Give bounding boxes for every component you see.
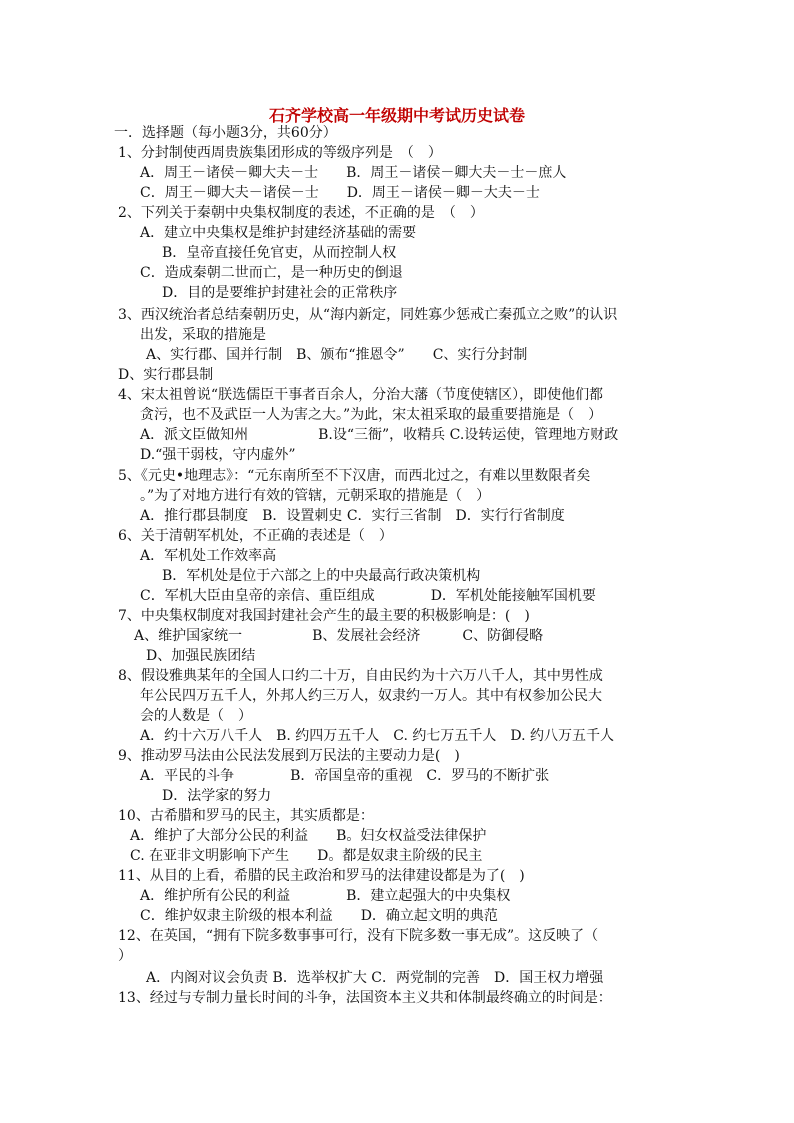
- question-4: 4、宋太祖曾说“朕选儒臣干事者百余人，分治大藩（节度使辖区），即使他们都: [118, 387, 604, 403]
- question-2-option-c: C．造成秦朝二世而亡，是一种历史的倒退: [140, 265, 403, 281]
- question-10-options-ab: A．维护了大部分公民的利益 B。妇女权益受法律保护: [130, 828, 487, 844]
- question-8-options: A．约十六万八千人 B. 约四万五千人 C. 约七万五千人 D. 约八万五千人: [140, 728, 615, 744]
- question-12: 12、在英国，“拥有下院多数事事可行，没有下院多数一事无成”。这反映了（: [118, 928, 599, 944]
- question-13: 13、经过与专制力量长时间的斗争，法国资本主义共和体制最终确立的时间是：: [118, 990, 612, 1006]
- question-9: 9、推动罗马法由公民法发展到万民法的主要动力是( ): [118, 748, 460, 764]
- question-4-cont: 贪污，也不及武臣一人为害之大。”为此，宋太祖采取的最重要措施是（ ）: [140, 407, 603, 423]
- question-12-options: A．内阁对议会负责 B．选举权扩大 C．两党制的完善 D．国王权力增强: [146, 970, 604, 986]
- question-7: 7、中央集权制度对我国封建社会产生的最主要的积极影响是：( ): [118, 608, 530, 624]
- question-9-option-d: D．法学家的努力: [162, 788, 272, 804]
- question-8-cont-1: 年公民四万五千人，外邦人约三万人，奴隶约一万人。其中有权参加公民大: [140, 688, 602, 704]
- question-6-options-cd: C．军机大臣由皇帝的亲信、重臣组成 D．军机处能接触军国机要: [140, 588, 596, 604]
- page-title: 石齐学校高一年级期中考试历史试卷: [268, 106, 525, 125]
- question-11: 11、从目的上看，希腊的民主政治和罗马的法律建设都是为了( ): [118, 868, 525, 884]
- question-6-option-b: B．军机处是位于六部之上的中央最高行政决策机构: [162, 568, 481, 584]
- question-8-cont-2: 会的人数是（ ）: [140, 708, 252, 724]
- question-2: 2、下列关于秦朝中央集权制度的表述，不正确的是 （ ）: [118, 205, 484, 221]
- question-7-option-d: D、加强民族团结: [146, 648, 256, 664]
- section-heading: 一．选择题（每小题3分，共60分）: [114, 125, 337, 141]
- question-7-options-abc: A、维护国家统一 B、发展社会经济 C、防御侵略: [134, 628, 544, 644]
- question-3: 3、西汉统治者总结秦朝历史，从“海内新定，同姓寡少惩戒亡秦孤立之败”的认识: [118, 307, 618, 323]
- question-3-cont: 出发，采取的措施是: [140, 327, 266, 343]
- question-1-options-ab: A．周王－诸侯－卿大夫－士 B．周王－诸侯－卿大夫－士－庶人: [140, 165, 567, 181]
- question-2-option-b: B．皇帝直接任免官吏，从而控制人权: [162, 245, 397, 261]
- question-5-cont: 。”为了对地方进行有效的管辖，元朝采取的措施是（ ）: [140, 488, 491, 504]
- question-3-option-d: D、实行郡县制: [118, 367, 214, 383]
- question-4-option-d: D.“强干弱枝，守内虚外”: [140, 447, 296, 463]
- question-3-options-abc: A、实行郡、国并行制 B、颁布“推恩令” C、实行分封制: [146, 347, 528, 363]
- question-1-options-cd: C．周王－卿大夫－诸侯－士 D．周王－诸侯－卿－大夫－士: [140, 185, 540, 201]
- question-2-option-a: A．建立中央集权是维护封建经济基础的需要: [140, 225, 417, 241]
- question-11-options-cd: C．维护奴隶主阶级的根本利益 D．确立起文明的典范: [140, 908, 498, 924]
- question-4-options-abc: A．派文臣做知州 B.设“三衙”，收精兵 C.设转运使，管理地方财政: [140, 427, 619, 443]
- question-8: 8、假设雅典某年的全国人口约二十万，自由民约为十六万八千人，其中男性成: [118, 668, 603, 684]
- question-5: 5、《元史•地理志》：“元东南所至不下汉唐，而西北过之，有难以里数限者矣: [118, 468, 591, 484]
- question-11-options-ab: A．维护所有公民的利益 B．建立起强大的中央集权: [140, 888, 511, 904]
- question-12-cont: ）: [118, 948, 132, 964]
- question-5-options: A．推行郡县制度 B．设置刺史 C．实行三省制 D．实行行省制度: [140, 508, 565, 524]
- question-10-options-cd: C. 在亚非文明影响下产生 D。都是奴隶主阶级的民主: [130, 848, 483, 864]
- question-2-option-d: D．目的是要维护封建社会的正常秩序: [162, 285, 398, 301]
- question-10: 10、古希腊和罗马的民主，其实质都是：: [118, 808, 374, 824]
- question-6-option-a: A．军机处工作效率高: [140, 548, 277, 564]
- question-1: 1、分封制使西周贵族集团形成的等级序列是 （ ）: [118, 145, 442, 161]
- question-9-options-abc: A．平民的斗争 B．帝国皇帝的重视 C．罗马的不断扩张: [140, 768, 550, 784]
- question-6: 6、关于清朝军机处，不正确的表述是（ ）: [118, 528, 393, 544]
